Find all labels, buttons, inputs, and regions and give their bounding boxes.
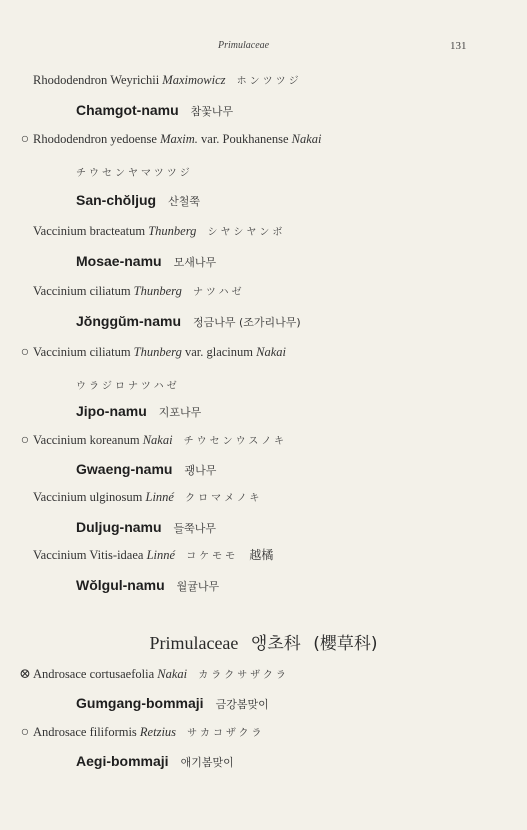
korean-name-line bbox=[76, 696, 527, 712]
species-entry bbox=[33, 74, 527, 87]
korean-hangul: 금강봄맞이 bbox=[215, 698, 269, 711]
family-heading bbox=[0, 629, 527, 654]
japanese-name: チウセンヤマツツジ bbox=[76, 168, 193, 179]
korean-name-line bbox=[76, 254, 527, 270]
family-name-korean: 앵초科 bbox=[250, 634, 301, 654]
scientific-name: Androsace cortusaefolia bbox=[33, 667, 155, 681]
korean-hangul: 지포나무 bbox=[158, 406, 202, 419]
korean-romanized: Mosae-namu bbox=[76, 253, 162, 269]
japanese-name: シヤシヤンボ bbox=[207, 227, 286, 238]
korean-hangul: 참꽃나무 bbox=[190, 105, 234, 118]
author: Maximowicz bbox=[162, 73, 226, 87]
family-name-kanji: (櫻草科) bbox=[313, 634, 378, 654]
japanese-name: ホンツツジ bbox=[236, 76, 302, 87]
korean-romanized: Jipo-namu bbox=[76, 403, 147, 419]
scientific-name: Rhododendron Weyrichii bbox=[33, 73, 160, 87]
japanese-name: コケモモ bbox=[186, 551, 239, 562]
family-name: Primulaceae bbox=[149, 633, 239, 653]
korean-romanized: Chamgot-namu bbox=[76, 102, 179, 118]
scientific-name: Vaccinium ciliatum bbox=[33, 284, 131, 298]
korean-hangul: 모새나무 bbox=[173, 256, 217, 269]
variety: var. Poukhanense bbox=[201, 132, 289, 146]
korean-romanized: Gwaeng-namu bbox=[76, 461, 173, 477]
author: Nakai bbox=[157, 667, 188, 681]
korean-name-line bbox=[76, 404, 527, 420]
scientific-name: Rhododendron yedoense bbox=[33, 132, 157, 146]
page-header bbox=[0, 40, 527, 56]
variety-author: Nakai bbox=[256, 345, 286, 359]
species-entry bbox=[17, 434, 527, 448]
marker-circle-icon: ○ bbox=[20, 132, 30, 147]
marker-crossed-circle-icon: ⊗ bbox=[19, 667, 31, 682]
species-entry bbox=[17, 133, 527, 147]
species-entry bbox=[33, 491, 527, 504]
korean-hangul: 산철쭉 bbox=[168, 195, 201, 208]
korean-romanized: San-chŏljug bbox=[76, 192, 157, 208]
japanese-name: ウラジロナツハゼ bbox=[76, 381, 180, 392]
japanese-name: サカコザクラ bbox=[187, 728, 265, 739]
korean-hangul: 애기봄맞이 bbox=[180, 756, 234, 769]
scientific-name: Vaccinium koreanum bbox=[33, 433, 140, 447]
korean-romanized: Gumgang-bommaji bbox=[76, 695, 204, 711]
japanese-name-line bbox=[76, 377, 527, 393]
korean-hangul: 들쭉나무 bbox=[173, 522, 217, 535]
korean-hangul: 월귤나무 bbox=[176, 580, 220, 593]
variety: var. glacinum bbox=[184, 345, 253, 359]
author: Thunberg bbox=[148, 224, 197, 238]
species-entry bbox=[17, 726, 527, 740]
japanese-name-line bbox=[76, 164, 527, 180]
author: Linné bbox=[146, 548, 176, 562]
japanese-name: ナツハゼ bbox=[192, 287, 245, 298]
japanese-name: カラクサザクラ bbox=[198, 670, 289, 681]
japanese-name: チウセンウスノキ bbox=[183, 436, 287, 447]
korean-name-line bbox=[76, 462, 527, 478]
korean-name-line bbox=[76, 520, 527, 536]
author: Nakai bbox=[142, 433, 173, 447]
author: Retzius bbox=[139, 725, 177, 739]
running-title: Primulaceae bbox=[218, 40, 270, 51]
author: Thunberg bbox=[133, 345, 182, 359]
marker-circle-icon: ○ bbox=[20, 345, 30, 360]
japanese-name: クロマメノキ bbox=[185, 493, 263, 504]
korean-romanized: Wŏlgul-namu bbox=[76, 577, 165, 593]
author: Thunberg bbox=[133, 284, 182, 298]
author: Maxim. bbox=[160, 132, 198, 146]
species-entry bbox=[33, 285, 527, 298]
korean-name-line bbox=[76, 578, 527, 594]
korean-name-line bbox=[76, 193, 527, 209]
korean-hangul: 정금나무 (조가리나무) bbox=[193, 316, 301, 329]
species-entry bbox=[33, 549, 527, 562]
korean-hangul: 괭나무 bbox=[184, 464, 217, 477]
korean-romanized: Aegi-bommaji bbox=[76, 753, 169, 769]
scientific-name: Vaccinium Vitis-idaea bbox=[33, 548, 144, 562]
scientific-name: Vaccinium ciliatum bbox=[33, 345, 131, 359]
korean-name-line bbox=[76, 103, 527, 119]
species-entry bbox=[17, 346, 527, 360]
chinese-name: 越橘 bbox=[249, 548, 274, 562]
korean-romanized: Duljug-namu bbox=[76, 519, 162, 535]
korean-romanized: Jŏnggŭm-namu bbox=[76, 313, 181, 329]
variety-author: Nakai bbox=[291, 132, 322, 146]
scientific-name: Vaccinium bracteatum bbox=[33, 224, 146, 238]
page-number: 131 bbox=[450, 40, 467, 52]
author: Linné bbox=[145, 490, 174, 504]
species-entry bbox=[17, 668, 527, 682]
marker-circle-icon: ○ bbox=[20, 725, 30, 740]
marker-circle-icon: ○ bbox=[20, 433, 30, 448]
scientific-name: Androsace filiformis bbox=[33, 725, 137, 739]
scientific-name: Vaccinium ulginosum bbox=[33, 490, 143, 504]
species-entry bbox=[33, 225, 527, 238]
korean-name-line bbox=[76, 754, 527, 770]
korean-name-line bbox=[76, 314, 527, 330]
